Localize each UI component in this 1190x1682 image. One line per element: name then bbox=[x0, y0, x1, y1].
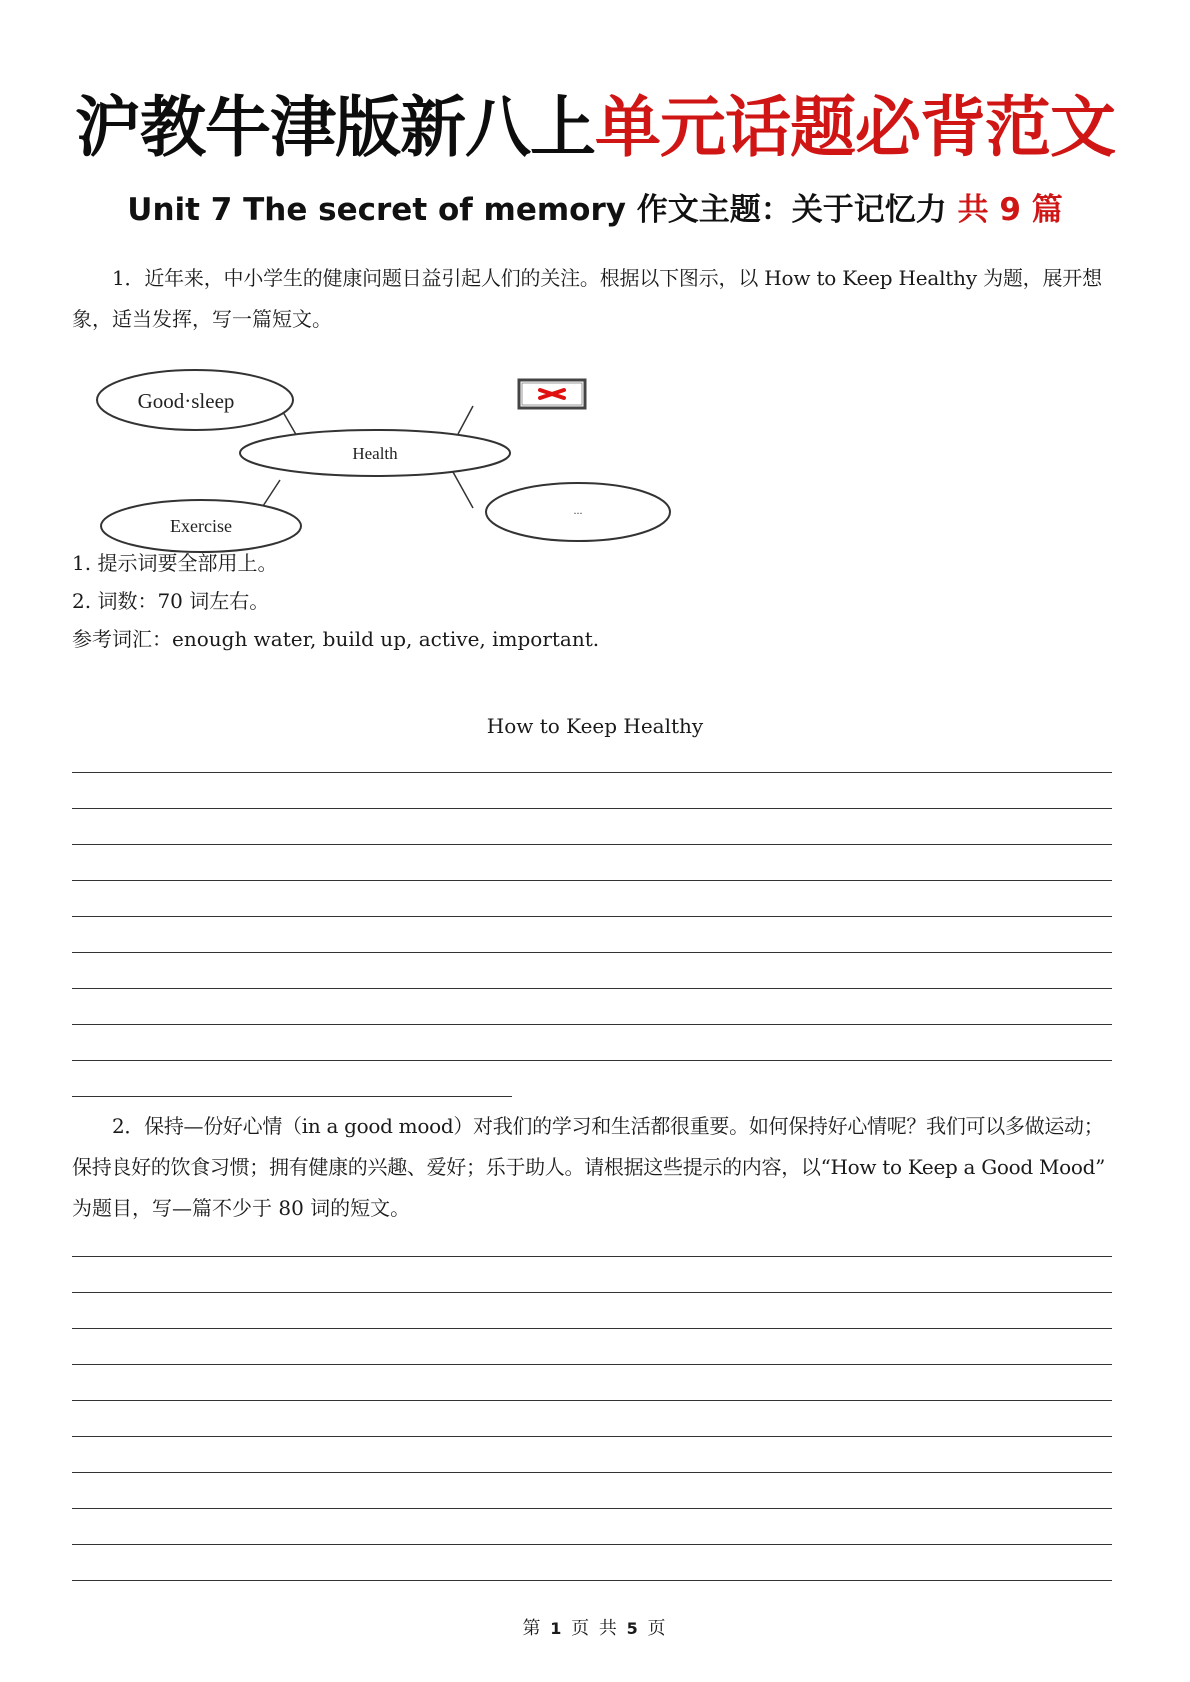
question2-prompt-line2: 保持良好的饮食习惯；拥有健康的兴趣、爱好；乐于助人。请根据这些提示的内容，以“How to Keep a Good Mood” bbox=[72, 1155, 1106, 1179]
writing-line[interactable] bbox=[72, 1096, 512, 1097]
writing-line[interactable] bbox=[72, 1364, 1112, 1365]
writing-line[interactable] bbox=[72, 880, 1112, 881]
writing-line[interactable] bbox=[72, 1580, 1112, 1581]
footer-suffix: 页 bbox=[647, 1618, 668, 1639]
page-title bbox=[0, 88, 1190, 168]
connector-image bbox=[458, 406, 473, 434]
writing-line[interactable] bbox=[72, 1328, 1112, 1329]
writing-line[interactable] bbox=[72, 808, 1112, 809]
title-black-part: 沪教牛津版新八上 bbox=[75, 89, 595, 166]
footer-prefix: 第 bbox=[522, 1618, 543, 1639]
footer-page-total: 5 bbox=[626, 1619, 640, 1638]
writing-line[interactable] bbox=[72, 1400, 1112, 1401]
node-good-sleep-label: Good·sleep bbox=[137, 389, 235, 413]
node-exercise-label: Exercise bbox=[170, 516, 232, 536]
writing-line[interactable] bbox=[72, 1436, 1112, 1437]
writing-line[interactable] bbox=[72, 844, 1112, 845]
writing-line[interactable] bbox=[72, 988, 1112, 989]
writing-line[interactable] bbox=[72, 1472, 1112, 1473]
question2-prompt bbox=[72, 1106, 1116, 1229]
question2-prompt-line1: 2．保持—份好心情（in a good mood）对我们的学习和生活都很重要。如何保持好心情呢？我们可以多做运动； bbox=[112, 1114, 1104, 1138]
writing-line[interactable] bbox=[72, 1256, 1112, 1257]
page-subtitle bbox=[0, 188, 1190, 232]
footer-page-number: 1 bbox=[550, 1619, 564, 1638]
writing-line[interactable] bbox=[72, 1024, 1112, 1025]
subtitle-main: Unit 7 The secret of memory 作文主题：关于记忆力 bbox=[127, 192, 947, 228]
question2-prompt-line3: 为题目，写—篇不少于 80 词的短文。 bbox=[72, 1196, 411, 1220]
question1-prompt-line2: 象，适当发挥，写一篇短文。 bbox=[72, 307, 332, 331]
writing-line[interactable] bbox=[72, 1060, 1112, 1061]
subtitle-count: 共 9 篇 bbox=[957, 192, 1063, 228]
writing-line[interactable] bbox=[72, 772, 1112, 773]
requirement-1: 1. 提示词要全部用上。 bbox=[72, 551, 278, 575]
writing-line[interactable] bbox=[72, 952, 1112, 953]
writing-line[interactable] bbox=[72, 1292, 1112, 1293]
connector-more bbox=[453, 472, 473, 508]
question1-prompt bbox=[72, 258, 1116, 340]
title-red-part: 单元话题必背范文 bbox=[595, 89, 1115, 166]
writing-line[interactable] bbox=[72, 1544, 1112, 1545]
node-more-label: ... bbox=[573, 503, 583, 517]
node-health-label: Health bbox=[352, 444, 398, 463]
page-footer bbox=[0, 1616, 1190, 1642]
writing-line[interactable] bbox=[72, 916, 1112, 917]
question1-prompt-line1: 1．近年来，中小学生的健康问题日益引起人们的关注。根据以下图示，以 How to Keep Healthy 为题，展开想 bbox=[112, 266, 1102, 290]
essay-title: How to Keep Healthy bbox=[486, 714, 704, 738]
reference-words: 参考词汇：enough water, build up, active, important. bbox=[72, 627, 600, 651]
requirement-2: 2. 词数：70 词左右。 bbox=[72, 589, 270, 613]
health-mindmap-diagram bbox=[88, 360, 688, 560]
footer-middle: 页 共 bbox=[571, 1618, 619, 1639]
writing-line[interactable] bbox=[72, 1508, 1112, 1509]
connector-exercise bbox=[263, 480, 280, 506]
broken-image-icon bbox=[519, 380, 585, 408]
